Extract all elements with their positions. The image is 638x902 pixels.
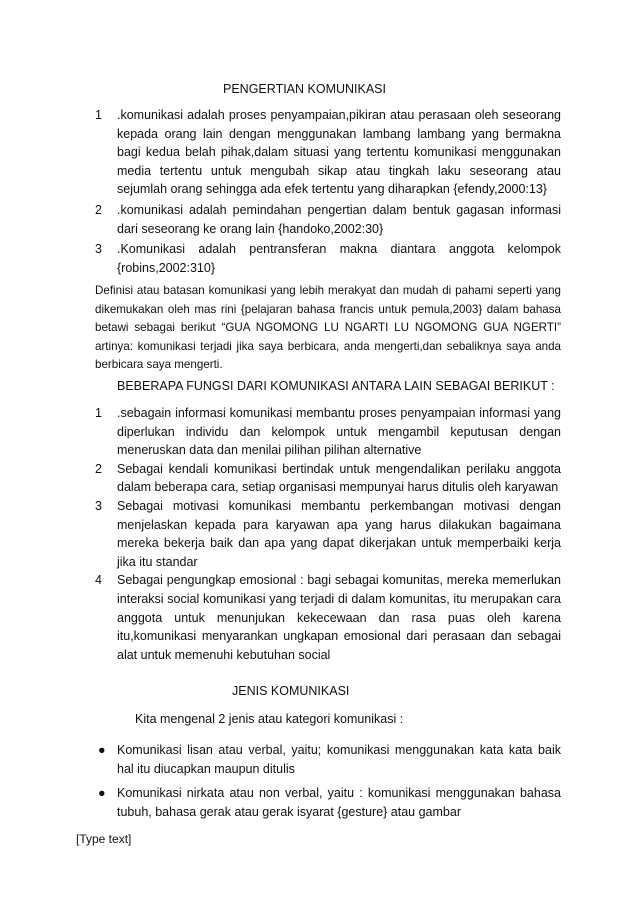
list-item <box>95 460 561 497</box>
list-item <box>95 404 561 460</box>
list-number: 3 <box>95 498 102 513</box>
definition-paragraph: Definisi atau batasan komunikasi yang lebih merakyat dan mudah di pahami seperti yang dikemukakan oleh mas rini {pelajaran bahasa francis untuk pemula,2003} dalam bahasa betawi sebagai berikut “GUA NGOMONG LU NGARTI LU NGOMONG GUA NGERTI” artinya: komunikasi terjadi jika saya berbicara, anda mengerti,dan sebaliknya saya anda berbicara saya mengerti. <box>95 284 561 372</box>
footer-text: [Type text] <box>76 832 132 846</box>
list-text: Sebagai pengungkap emosional : bagi sebagai komunitas, mereka memerlukan interaksi social komunikasi yang terjadi di dalam komunitas, itu merupakan cara anggota untuk menunjukan kekecewaan dan rasa puas oleh karena itu,komunikasi menyarankan ungkapan emosional dari perasaan dan sebagai alat untuk memenuhi kebutuhan social <box>117 573 561 662</box>
list-item <box>95 741 561 778</box>
bullet-icon: ● <box>98 743 106 757</box>
list-item <box>95 201 561 238</box>
list-number: 1 <box>95 108 102 122</box>
section-heading-types: JENIS KOMUNIKASI <box>232 684 350 698</box>
functions-list <box>95 404 561 664</box>
list-number: 2 <box>95 202 102 217</box>
list-number: 1 <box>95 406 102 420</box>
list-item <box>95 106 561 199</box>
bullet-icon: ● <box>98 786 106 801</box>
list-text: Komunikasi nirkata atau non verbal, yaitu : komunikasi menggunakan bahasa tubuh, bahasa gerak atau gerak isyarat {gesture} atau gambar <box>117 786 561 819</box>
list-number: 4 <box>95 573 102 588</box>
list-text: .komunikasi adalah proses penyampaian,pikiran atau perasaan oleh seseorang kepada orang lain dengan menggunakan lambang lambang yang bermakna bagi kedua belah pihak,dalam situasi yang tertentu komunikasi menggunakan media tertentu untuk mengubah sikap atau tingkah laku seseorang atau sejumlah orang sehingga ada efek tertentu yang diharapkan {efendy,2000:13} <box>117 108 561 197</box>
list-item <box>95 497 561 571</box>
list-item <box>95 784 561 821</box>
section-heading-functions: BEBERAPA FUNGSI DARI KOMUNIKASI ANTARA LAIN SEBAGAI BERIKUT : <box>117 379 555 393</box>
list-item <box>95 240 561 277</box>
types-intro: Kita mengenal 2 jenis atau kategori komunikasi : <box>135 712 404 726</box>
list-text: .Komunikasi adalah pentransferan makna diantara anggota kelompok {robins,2002:310} <box>117 242 561 275</box>
list-item <box>95 571 561 664</box>
list-text: Sebagai kendali komunikasi bertindak untuk mengendalikan perilaku anggota dalam beberapa cara, setiap organisasi mempunyai harus ditulis oleh karyawan <box>117 461 561 495</box>
definition-list <box>95 106 561 277</box>
list-text: .sebagain informasi komunikasi membantu proses penyampaian informasi yang diperlukan individu dan kelompok untuk mengambil keputusan dengan meneruskan data dan menilai pilihan pilihan alternative <box>117 406 561 458</box>
list-number: 3 <box>95 242 102 257</box>
list-text: .komunikasi adalah pemindahan pengertian dalam bentuk gagasan informasi dari seseorang ke orang lain {handoko,2002:30} <box>117 202 561 236</box>
types-list <box>95 741 561 827</box>
list-text: Sebagai motivasi komunikasi membantu perkembangan motivasi dengan menjelaskan kepada para karyawan apa yang harus dilakukan bagaimana mereka bekerja baik dan apa yang dapat dikerjakan untuk memperbaiki kerja jika itu standar <box>117 498 561 569</box>
list-number: 2 <box>95 461 102 476</box>
page-title: PENGERTIAN KOMUNIKASI <box>223 82 386 96</box>
list-text: Komunikasi lisan atau verbal, yaitu; komunikasi menggunakan kata kata baik hal itu diucapkan maupun ditulis <box>117 743 561 776</box>
